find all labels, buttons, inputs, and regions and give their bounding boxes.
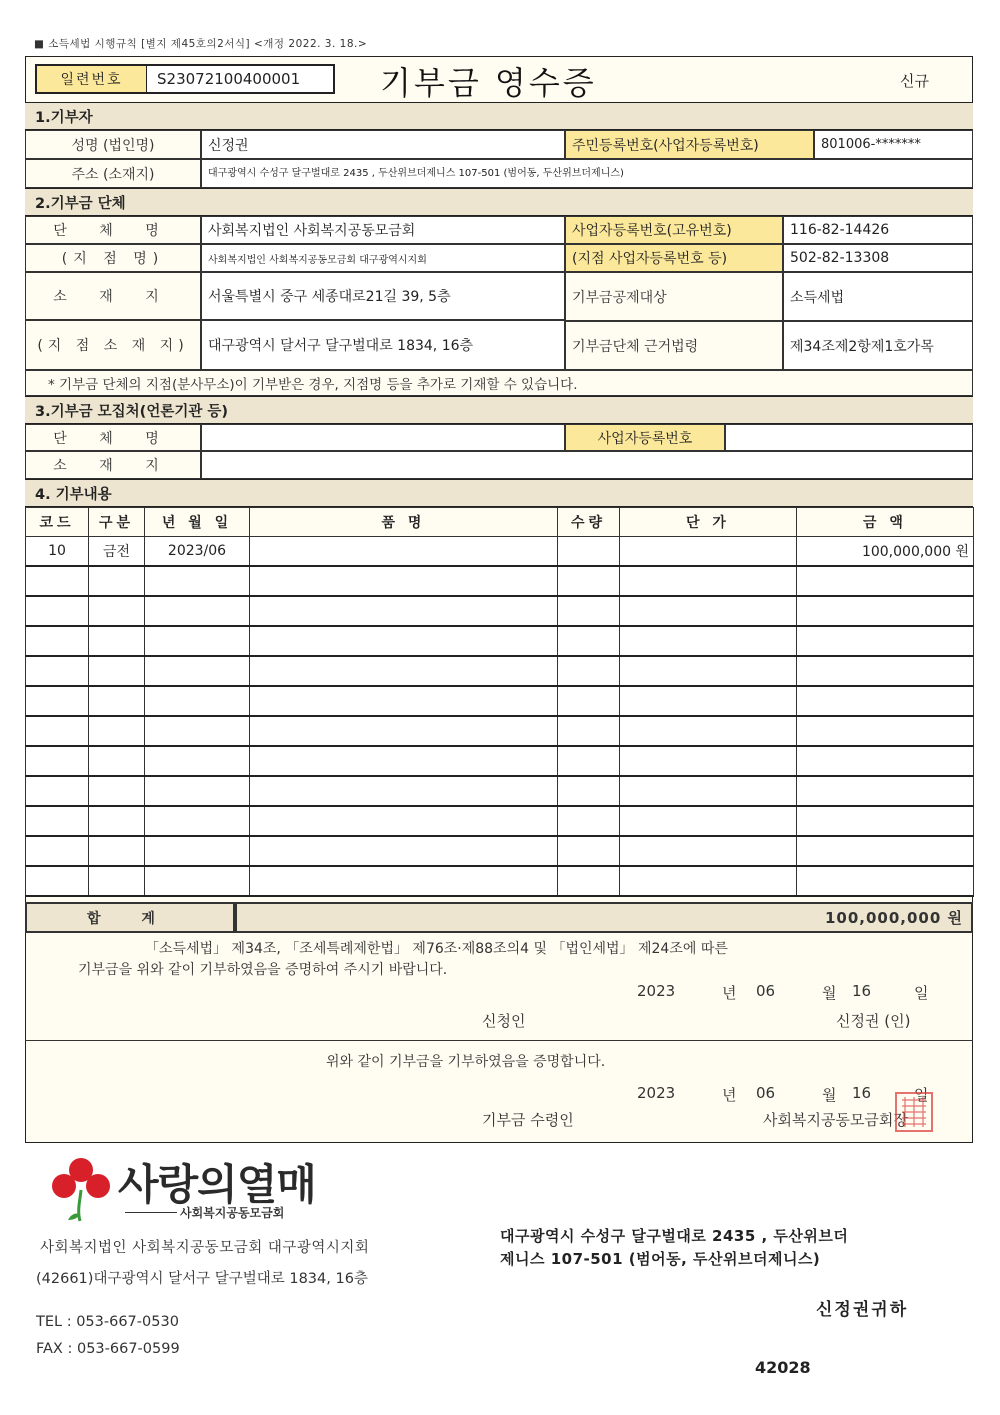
org-location-value: 서울특별시 중구 세종대로21길 39, 5층 <box>201 272 565 320</box>
donor-address-value: 대구광역시 수성구 달구벌대로 2435 , 두산위브더제니스 107-501 (범어동, 두산위브더제니스) <box>201 159 973 188</box>
org-bizno-value: 116-82-14426 <box>783 216 973 244</box>
donation-table <box>25 507 974 897</box>
collector-name-label: 단 체 명 <box>25 424 201 451</box>
row-unit-price <box>620 537 797 567</box>
statement1-month: 06 <box>756 982 776 1000</box>
postal-code: 42028 <box>755 1358 811 1377</box>
receiver-label: 기부금 수령인 <box>482 1111 574 1129</box>
issuer-fax: FAX : 053-667-0599 <box>36 1341 180 1357</box>
branch-location-label: (지 점 소 재 지) <box>25 320 201 370</box>
table-row <box>26 626 974 656</box>
deduction-target-value: 소득세법 <box>783 272 973 321</box>
row-code: 10 <box>26 537 89 567</box>
col-qty: 수량 <box>558 508 620 537</box>
statement1-year: 2023 <box>637 982 676 1000</box>
statement2-day-unit: 일 <box>914 1086 929 1104</box>
statement1-month-unit: 월 <box>822 984 837 1002</box>
table-row <box>26 686 974 716</box>
statement2-line1: 위와 같이 기부금을 기부하였음을 증명합니다. <box>326 1054 606 1070</box>
col-type: 구분 <box>89 508 145 537</box>
table-header-row <box>26 508 974 537</box>
table-row <box>26 746 974 776</box>
statement2-year: 2023 <box>637 1084 676 1102</box>
statement2-month-unit: 월 <box>822 1086 837 1104</box>
statement2-day: 16 <box>852 1084 872 1102</box>
recipient-address-line2: 제니스 107-501 (범어동, 두산위브더제니스) <box>500 1250 821 1268</box>
section3-title: 3.기부금 모집처(언론기관 등) <box>25 396 973 424</box>
new-tag: 신규 <box>900 72 929 90</box>
table-row <box>26 836 974 866</box>
branch-name-label: (지 점 명) <box>25 244 201 272</box>
applicant-label: 신청인 <box>482 1012 526 1030</box>
section1-title: 1.기부자 <box>25 102 973 130</box>
branch-location-value: 대구광역시 달서구 달구벌대로 1834, 16층 <box>201 320 565 370</box>
collector-name-value <box>201 424 565 451</box>
recipient-name: 신정권귀하 <box>816 1300 909 1320</box>
org-bizno-label: 사업자등록번호(고유번호) <box>565 216 783 244</box>
total-value: 100,000,000 원 <box>235 902 973 933</box>
branch-note: * 기부금 단체의 지점(분사무소)이 기부받은 경우, 지점명 등을 추가로 기재할 수 있습니다. <box>25 370 973 396</box>
collector-location-value <box>201 451 973 479</box>
page-title: 기부금 영수증 <box>380 64 597 102</box>
statement1-day: 16 <box>852 982 872 1000</box>
recipient-address-line1: 대구광역시 수성구 달구벌대로 2435 , 두산위브더 <box>500 1227 849 1245</box>
donor-address-label: 주소 (소재지) <box>25 159 201 188</box>
col-amount: 금 액 <box>797 508 974 537</box>
row-amount: 100,000,000 원 <box>797 537 974 567</box>
collector-bizno-label: 사업자등록번호 <box>565 424 725 451</box>
row-item <box>250 537 558 567</box>
donor-name-label: 성명 (법인명) <box>25 130 201 159</box>
receiver-value: 사회복지공동모금회장 <box>763 1111 908 1129</box>
table-row <box>26 806 974 836</box>
statement1-year-unit: 년 <box>722 984 737 1002</box>
issuer-tel: TEL : 053-667-0530 <box>36 1314 179 1330</box>
donor-id-value: 801006-******* <box>814 130 973 159</box>
org-name-label: 단 체 명 <box>25 216 201 244</box>
donor-id-label: 주민등록번호(사업자등록번호) <box>565 130 814 159</box>
issuer-org-address: (42661)대구광역시 달서구 달구벌대로 1834, 16층 <box>36 1271 368 1287</box>
row-type: 금전 <box>89 537 145 567</box>
donor-name-value: 신정권 <box>201 130 565 159</box>
table-row <box>26 866 974 896</box>
total-label: 합 계 <box>25 902 235 933</box>
logo-subtitle: 사회복지공동모금회 <box>180 1206 285 1220</box>
form-header: ■ 소득세법 시행규칙 [별지 제45호의2서식] <개정 2022. 3. 18.> <box>34 38 368 50</box>
statement2-month: 06 <box>756 1084 776 1102</box>
issuer-org-name: 사회복지법인 사회복지공동모금회 대구광역시지회 <box>40 1240 370 1256</box>
statement1-day-unit: 일 <box>914 984 929 1002</box>
collector-bizno-value <box>725 424 973 451</box>
table-row <box>26 656 974 686</box>
serial-label: 일련번호 <box>37 66 147 92</box>
legal-basis-value: 제34조제2항제1호가목 <box>783 321 973 370</box>
row-qty <box>558 537 620 567</box>
table-row <box>26 537 974 567</box>
official-seal-icon <box>895 1092 933 1132</box>
statement1-line2: 기부금을 위와 같이 기부하였음을 증명하여 주시기 바랍니다. <box>78 962 448 978</box>
serial-value: S23072100400001 <box>157 70 301 88</box>
logo-text: 사랑의열매 <box>118 1160 316 1209</box>
table-row <box>26 596 974 626</box>
applicant-value: 신정권 (인) <box>836 1012 911 1030</box>
col-code: 코드 <box>26 508 89 537</box>
statement1-line1: 「소득세법」 제34조, 「조세특례제한법」 제76조·제88조의4 및 「법인세법」 제24조에 따른 <box>145 941 728 957</box>
branch-name-value: 사회복지법인 사회복지공동모금회 대구광역시지회 <box>201 244 565 272</box>
collector-location-label: 소 재 지 <box>25 451 201 479</box>
statement2-year-unit: 년 <box>722 1086 737 1104</box>
serial-box <box>35 64 335 94</box>
col-date: 년 월 일 <box>145 508 250 537</box>
org-location-label: 소 재 지 <box>25 272 201 320</box>
col-unit-price: 단 가 <box>620 508 797 537</box>
branch-bizno-value: 502-82-13308 <box>783 244 973 272</box>
deduction-target-label: 기부금공제대상 <box>565 272 783 321</box>
table-row <box>26 776 974 806</box>
fruit-logo-icon <box>50 1156 112 1226</box>
section4-title: 4. 기부내용 <box>25 479 973 507</box>
legal-basis-label: 기부금단체 근거법령 <box>565 321 783 370</box>
section2-title: 2.기부금 단체 <box>25 188 973 216</box>
table-row <box>26 566 974 596</box>
row-date: 2023/06 <box>145 537 250 567</box>
org-name-value: 사회복지법인 사회복지공동모금회 <box>201 216 565 244</box>
logo-divider <box>125 1212 177 1213</box>
col-item: 품 명 <box>250 508 558 537</box>
title-bar <box>25 56 973 102</box>
branch-bizno-label: (지점 사업자등록번호 등) <box>565 244 783 272</box>
table-row <box>26 716 974 746</box>
